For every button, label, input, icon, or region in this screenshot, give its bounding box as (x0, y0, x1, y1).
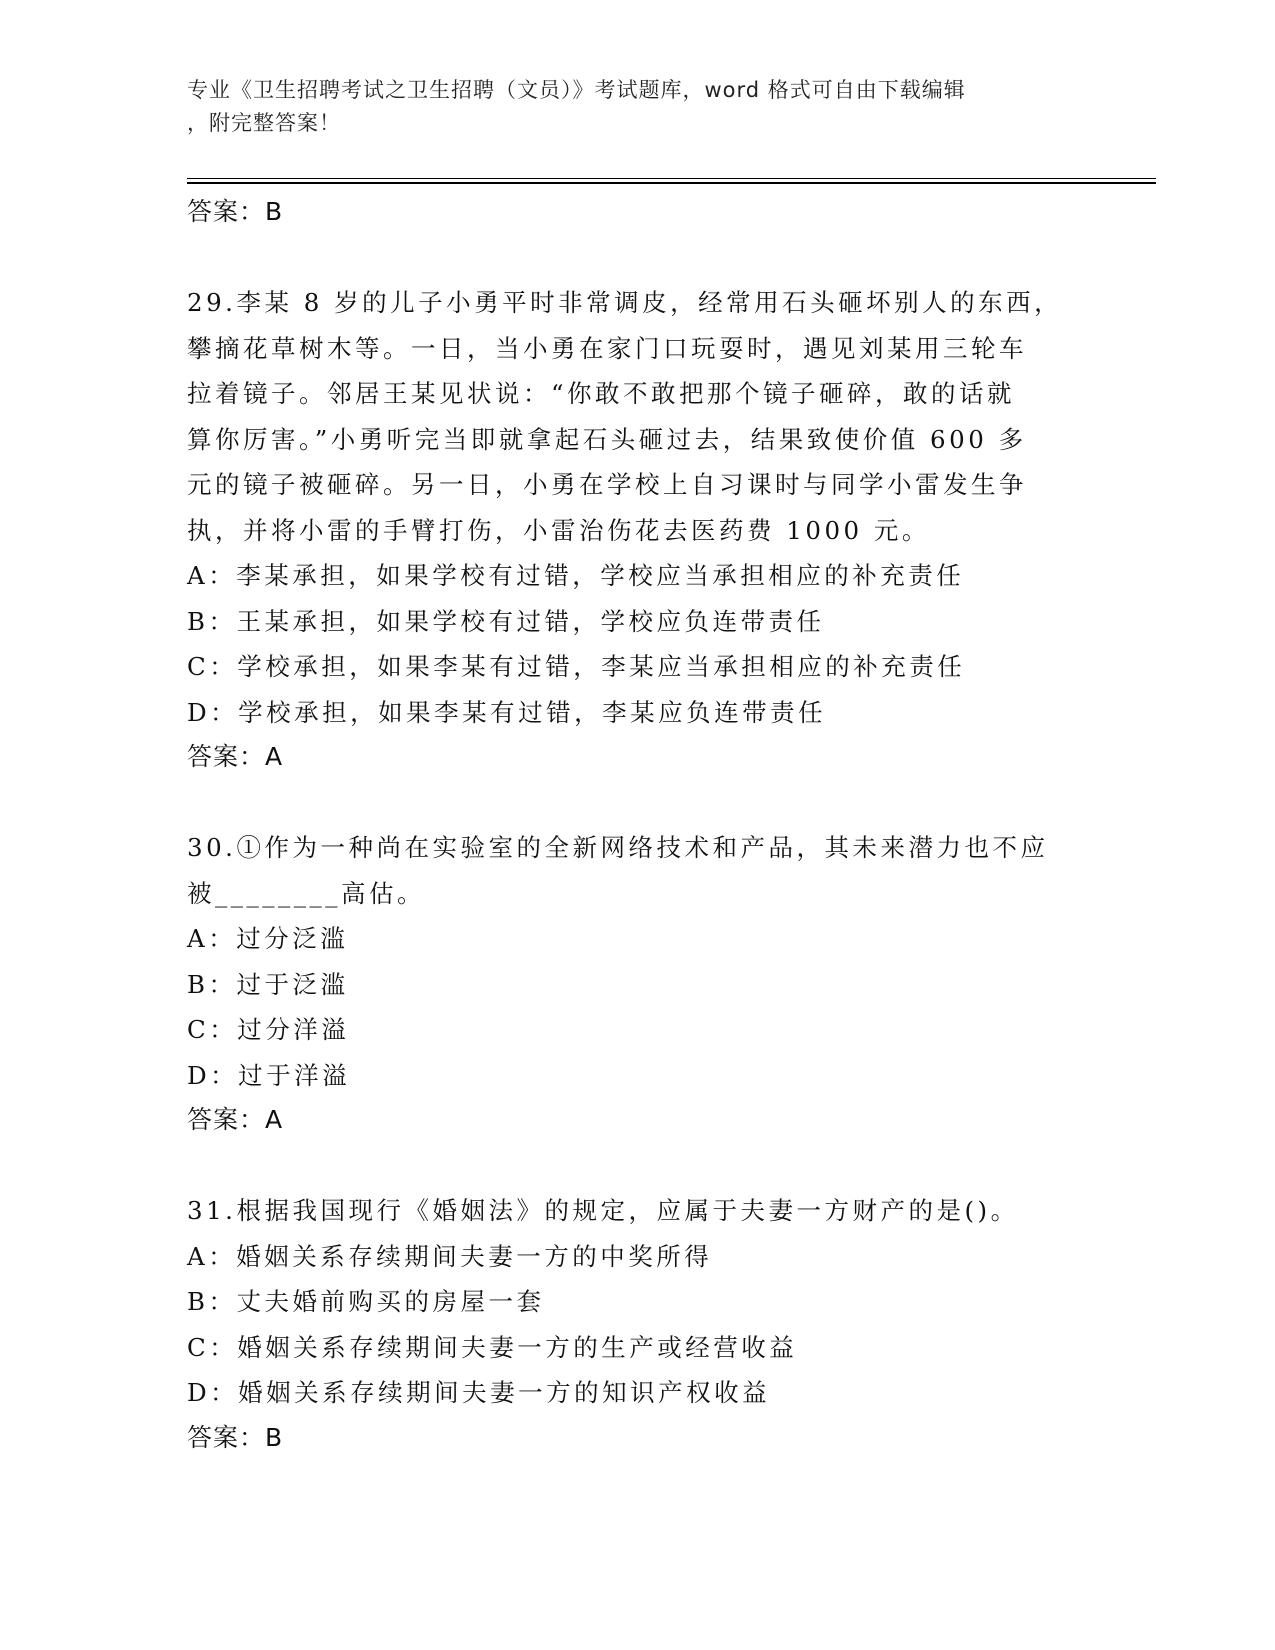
question-text-line: 攀摘花草树木等。一日，当小勇在家门口玩耍时，遇见刘某用三轮车 (187, 333, 1027, 363)
option-c: C：婚姻关系存续期间夫妻一方的生产或经营收益 (187, 1332, 798, 1362)
question-text-line: 30.①作为一种尚在实验室的全新网络技术和产品，其未来潜力也不应 (187, 833, 1049, 862)
question-30 (187, 825, 1087, 1142)
header-title-line-2: ，附完整答案！ (187, 111, 341, 135)
option-c: C：学校承担，如果李某有过错，李某应当承担相应的补充责任 (187, 652, 966, 681)
answer-30: 答案：A (187, 1105, 284, 1134)
question-text-line: 元的镜子被砸碎。另一日，小勇在学校上自习课时与同学小雷发生争 (187, 470, 1027, 499)
option-c: C：过分洋溢 (187, 1015, 350, 1044)
question-text-line: 29.李某 8 岁的儿子小勇平时非常调皮，经常用石头砸坏别人的东西， (187, 288, 1063, 317)
header-title-line-1: 专业《卫生招聘考试之卫生招聘（文员）》考试题库，word 格式可自由下载编辑 (187, 78, 966, 102)
previous-answer: 答案：B (187, 197, 284, 226)
header-divider-thin (187, 178, 1156, 179)
answer-29: 答案：A (187, 742, 284, 771)
option-a: A：过分泛滥 (187, 924, 349, 953)
question-text-line: 31.根据我国现行《婚姻法》的规定，应属于夫妻一方财产的是()。 (187, 1196, 1019, 1225)
header-divider-thick (187, 182, 1156, 184)
question-29 (187, 280, 1087, 779)
question-text-line: 被________高估。 (187, 878, 425, 908)
question-text-line: 执，并将小雷的手臂打伤，小雷治伤花去医药费 1000 元。 (187, 515, 930, 545)
option-d: D：婚姻关系存续期间夫妻一方的知识产权收益 (187, 1378, 771, 1407)
question-text-line: 拉着镜子。邻居王某见状说：“你敢不敢把那个镜子砸碎，敢的话就 (187, 379, 1016, 408)
option-a: A：李某承担，如果学校有过错，学校应当承担相应的补充责任 (187, 561, 965, 590)
option-b: B：丈夫婚前购买的房屋一套 (187, 1287, 545, 1316)
question-31 (187, 1188, 1087, 1460)
option-b: B：王某承担，如果学校有过错，学校应负连带责任 (187, 606, 825, 636)
option-b: B：过于泛滥 (187, 969, 349, 999)
question-list (187, 190, 1087, 1460)
page-header (187, 74, 1067, 140)
option-d: D：学校承担，如果李某有过错，李某应负连带责任 (187, 697, 827, 727)
option-d: D：过于洋溢 (187, 1060, 351, 1090)
option-a: A：婚姻关系存续期间夫妻一方的中奖所得 (187, 1241, 713, 1271)
answer-31: 答案：B (187, 1422, 284, 1452)
question-text-line: 算你厉害。”小勇听完当即就拿起石头砸过去，结果致使价值 600 多 (187, 424, 1027, 454)
